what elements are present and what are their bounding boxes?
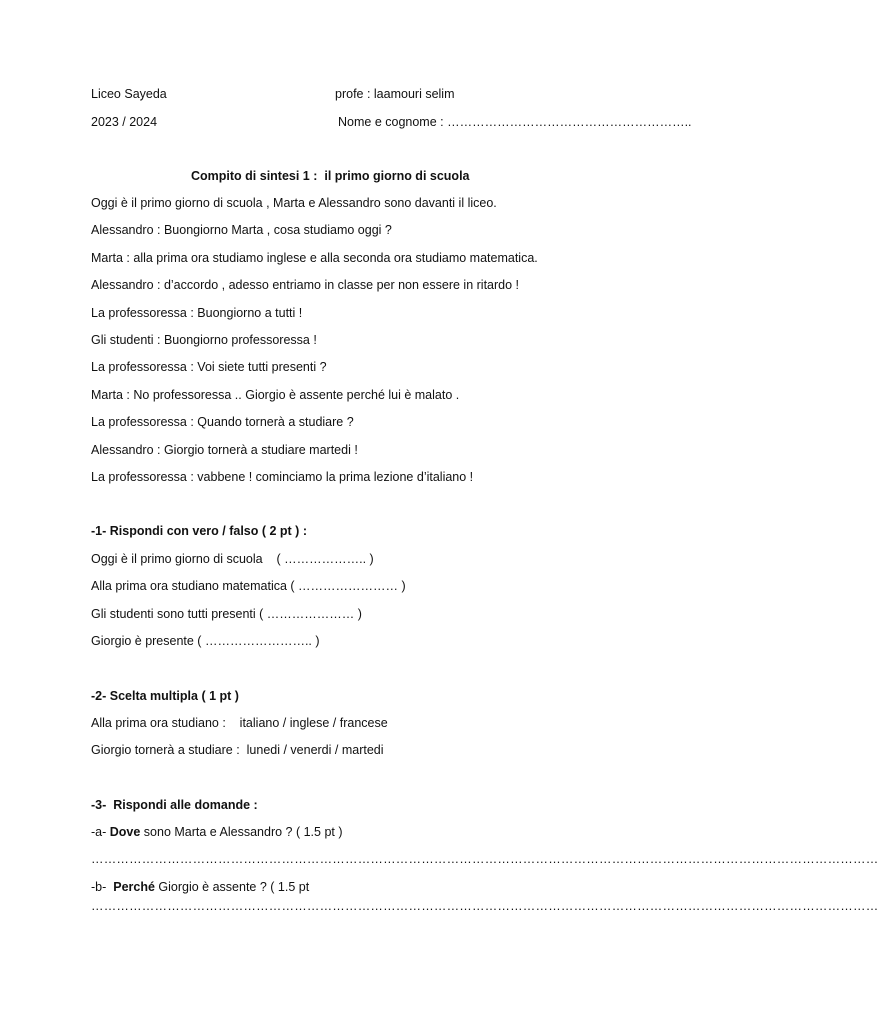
school-year: 2023 / 2024 — [91, 115, 158, 129]
exercise1-item: Gli studenti sono tutti presenti ( ………………… ) — [91, 607, 362, 621]
text-line: La professoressa : Voi siete tutti presenti ? — [91, 360, 327, 374]
exercise1-item: Giorgio è presente ( …………………….. ) — [91, 634, 320, 648]
answer-line-b: …………………………………………………………………………………………………………………………………………………………………… — [91, 899, 878, 913]
exercise3-heading: -3- Rispondi alle domande : — [91, 798, 258, 812]
text-line: La professoressa : Quando tornerà a studiare ? — [91, 415, 354, 429]
text-line: La professoressa : Buongiorno a tutti ! — [91, 306, 303, 320]
teacher-name: profe : laamouri selim — [335, 87, 455, 101]
text-line: Oggi è il primo giorno di scuola , Marta e Alessandro sono davanti il liceo. — [91, 196, 497, 210]
exercise2-item: Giorgio tornerà a studiare : lunedi / venerdi / martedi — [91, 743, 384, 757]
answer-line-a: …………………………………………………………………………………………………………………………………………………………………… — [91, 852, 878, 866]
exercise1-item: Alla prima ora studiano matematica ( …………………… ) — [91, 579, 406, 593]
question-b-keyword: Perché — [113, 880, 155, 894]
text-line: Alessandro : Buongiorno Marta , cosa studiamo oggi ? — [91, 223, 392, 237]
question-b-prefix: -b- — [91, 880, 114, 894]
question-b — [91, 879, 309, 895]
exercise1-item: Oggi è il primo giorno di scuola ( ……………….. ) — [91, 552, 374, 566]
exercise1-heading: -1- Rispondi con vero / falso ( 2 pt ) : — [91, 524, 307, 538]
question-b-text: Giorgio è assente ? ( 1.5 pt — [154, 880, 310, 894]
text-line: Gli studenti : Buongiorno professoressa ! — [91, 333, 317, 347]
question-a-keyword: Dove — [109, 825, 141, 839]
question-a — [91, 824, 343, 840]
exercise2-heading: -2- Scelta multipla ( 1 pt ) — [91, 689, 239, 703]
question-a-prefix: -a- — [91, 825, 110, 839]
student-name-field: Nome e cognome : ………………………………………………….. — [338, 115, 692, 129]
text-line: La professoressa : vabbene ! cominciamo la prima lezione d’italiano ! — [91, 470, 474, 484]
exercise2-item: Alla prima ora studiano : italiano / inglese / francese — [91, 716, 388, 730]
text-line: Alessandro : Giorgio tornerà a studiare martedi ! — [91, 443, 358, 457]
text-line: Alessandro : d’accordo , adesso entriamo in classe per non essere in ritardo ! — [91, 278, 520, 292]
text-line: Marta : No professoressa .. Giorgio è assente perché lui è malato . — [91, 388, 460, 402]
school-name: Liceo Sayeda — [91, 87, 167, 101]
page-title: Compito di sintesi 1 : il primo giorno di scuola — [191, 169, 470, 183]
text-line: Marta : alla prima ora studiamo inglese e alla seconda ora studiamo matematica. — [91, 251, 538, 265]
question-a-text: sono Marta e Alessandro ? ( 1.5 pt ) — [140, 825, 343, 839]
